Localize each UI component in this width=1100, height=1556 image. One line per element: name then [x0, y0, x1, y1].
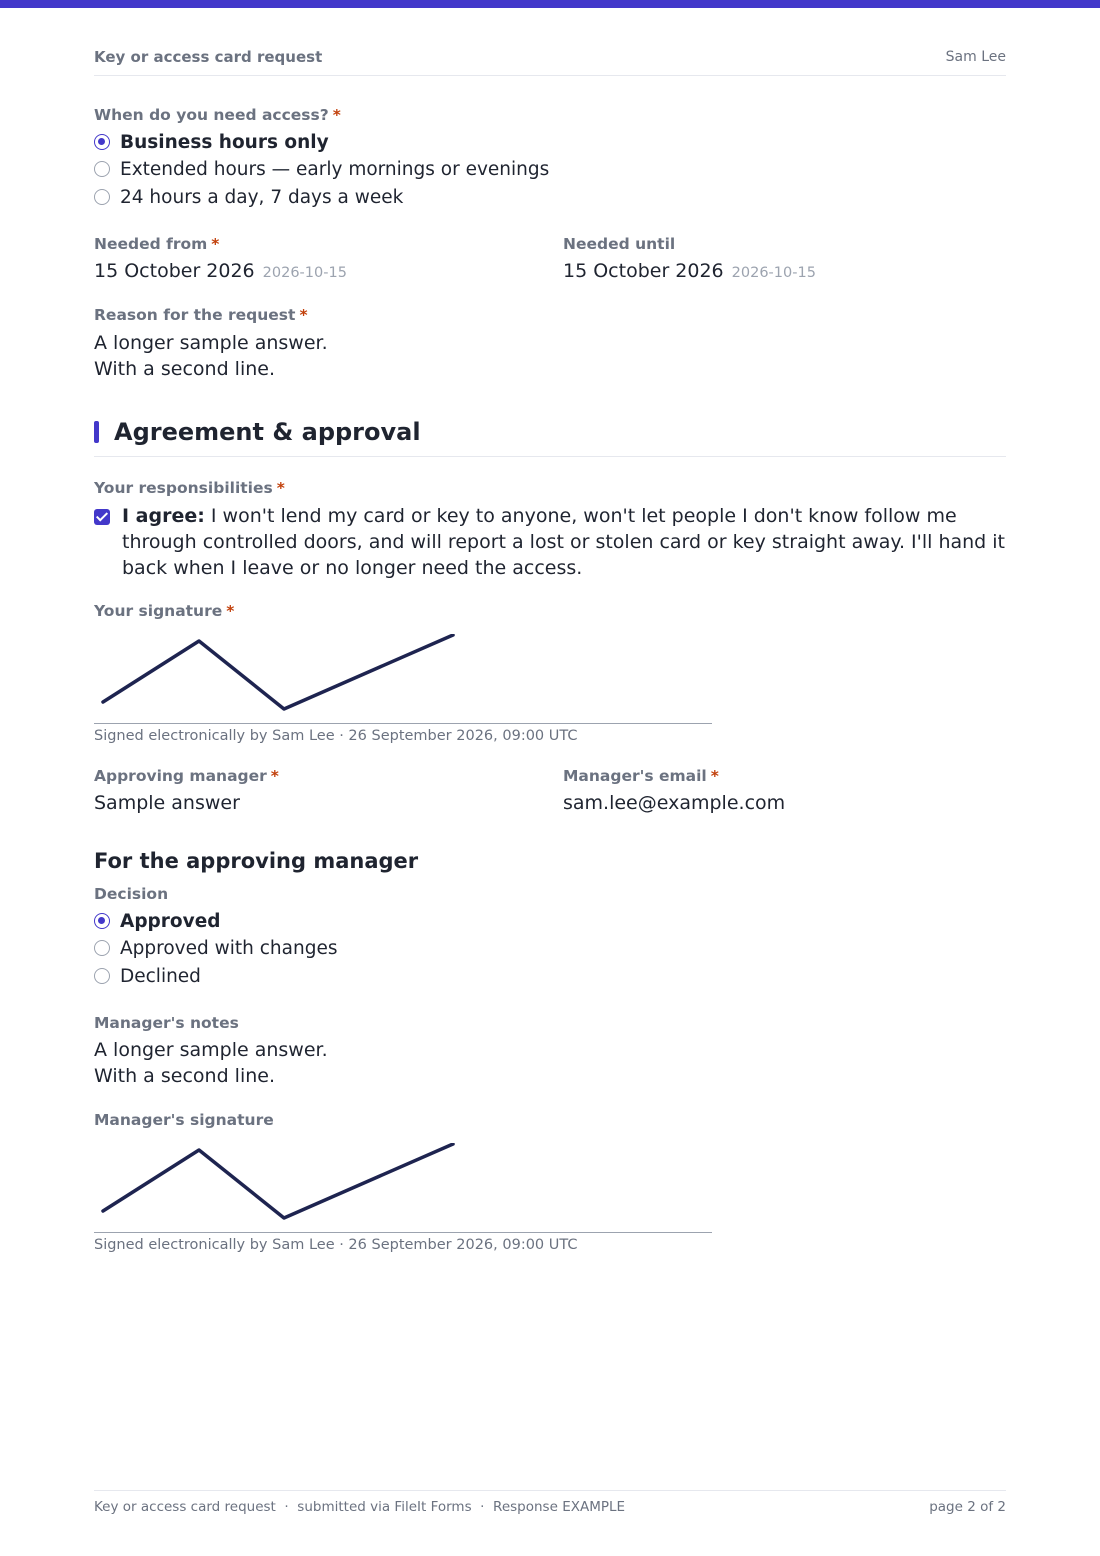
page-header — [94, 48, 1006, 76]
agree-body: I won't lend my card or key to anyone, won't let people I don't know follow me through controlled doors, and will report a lost or stolen card or key straight away. I'll hand it back when I leave or no longer need the access. — [122, 505, 1005, 579]
your-signature-label — [94, 602, 234, 620]
decision-option-approved-with-changes[interactable] — [94, 936, 337, 960]
agree-checkbox[interactable] — [94, 509, 110, 525]
option-label: Business hours only — [120, 131, 329, 153]
form-title: Key or access card request — [94, 48, 323, 66]
access-time-label — [94, 106, 341, 124]
approving-manager-label — [94, 767, 279, 785]
reason-line: A longer sample answer. — [94, 332, 328, 354]
access-time-label-text: When do you need access? — [94, 106, 329, 124]
responsibilities-label-text: Your responsibilities — [94, 479, 273, 497]
needed-from-iso: 2026-10-15 — [262, 265, 347, 281]
manager-email-label-text: Manager's email — [563, 767, 707, 785]
your-signature-label-text: Your signature — [94, 602, 223, 620]
option-label: 24 hours a day, 7 days a week — [120, 186, 404, 208]
manager-signature-meta: Signed electronically by Sam Lee · 26 September 2026, 09:00 UTC — [94, 1237, 578, 1253]
section-title: Agreement & approval — [114, 418, 421, 446]
access-option-24-7[interactable] — [94, 185, 403, 209]
approving-manager-label-text: Approving manager — [94, 767, 267, 785]
manager-notes-value — [94, 1037, 328, 1089]
decision-option-declined[interactable] — [94, 964, 201, 988]
radio-empty-icon — [94, 189, 110, 205]
radio-empty-icon — [94, 940, 110, 956]
reason-label — [94, 306, 308, 324]
option-label: Approved — [120, 910, 221, 932]
section-accent-bar — [94, 421, 99, 443]
responsibilities-label — [94, 479, 285, 497]
your-signature-pad — [94, 634, 712, 724]
notes-line: A longer sample answer. — [94, 1039, 328, 1061]
required-mark: * — [226, 602, 235, 620]
needed-until-value — [563, 260, 816, 282]
access-option-extended-hours[interactable] — [94, 157, 549, 181]
option-label: Approved with changes — [120, 937, 338, 959]
access-option-business-hours[interactable] — [94, 130, 329, 154]
your-signature-meta: Signed electronically by Sam Lee · 26 September 2026, 09:00 UTC — [94, 728, 578, 744]
signature-drawing — [94, 1143, 712, 1233]
option-label: Declined — [120, 965, 201, 987]
radio-empty-icon — [94, 161, 110, 177]
required-mark: * — [270, 767, 279, 785]
reason-line: With a second line. — [94, 358, 275, 380]
page-footer — [94, 1490, 1006, 1520]
page-number: page 2 of 2 — [929, 1499, 1006, 1515]
user-name: Sam Lee — [945, 49, 1006, 65]
radio-selected-icon — [94, 913, 110, 929]
signature-drawing — [94, 634, 712, 724]
approving-manager-value: Sample answer — [94, 792, 240, 814]
needed-from-label — [94, 235, 219, 253]
needed-from-label-text: Needed from — [94, 235, 208, 253]
required-mark: * — [710, 767, 719, 785]
manager-notes-label: Manager's notes — [94, 1014, 239, 1032]
radio-selected-icon — [94, 134, 110, 150]
manager-email-value: sam.lee@example.com — [563, 792, 786, 814]
reason-label-text: Reason for the request — [94, 306, 296, 324]
agree-lead: I agree: — [122, 505, 205, 527]
footer-info: Key or access card request · submitted via FileIt Forms · Response EXAMPLE — [94, 1499, 626, 1515]
radio-empty-icon — [94, 968, 110, 984]
reason-value — [94, 330, 328, 382]
notes-line: With a second line. — [94, 1065, 275, 1087]
manager-signature-pad — [94, 1143, 712, 1233]
needed-until-label: Needed until — [563, 235, 676, 253]
decision-label: Decision — [94, 885, 169, 903]
decision-option-approved[interactable] — [94, 909, 221, 933]
manager-email-label — [563, 767, 719, 785]
agreement-text — [122, 503, 1006, 581]
option-label: Extended hours — early mornings or evenings — [120, 158, 550, 180]
needed-until-date: 15 October 2026 — [563, 260, 724, 282]
agreement-section-header — [94, 418, 1006, 457]
needed-from-value — [94, 260, 347, 282]
manager-signature-label: Manager's signature — [94, 1111, 274, 1129]
form-page — [94, 0, 1006, 1556]
required-mark: * — [211, 235, 220, 253]
required-mark: * — [332, 106, 341, 124]
required-mark: * — [276, 479, 285, 497]
needed-until-iso: 2026-10-15 — [731, 265, 816, 281]
needed-from-date: 15 October 2026 — [94, 260, 255, 282]
manager-section-title: For the approving manager — [94, 849, 419, 873]
required-mark: * — [299, 306, 308, 324]
